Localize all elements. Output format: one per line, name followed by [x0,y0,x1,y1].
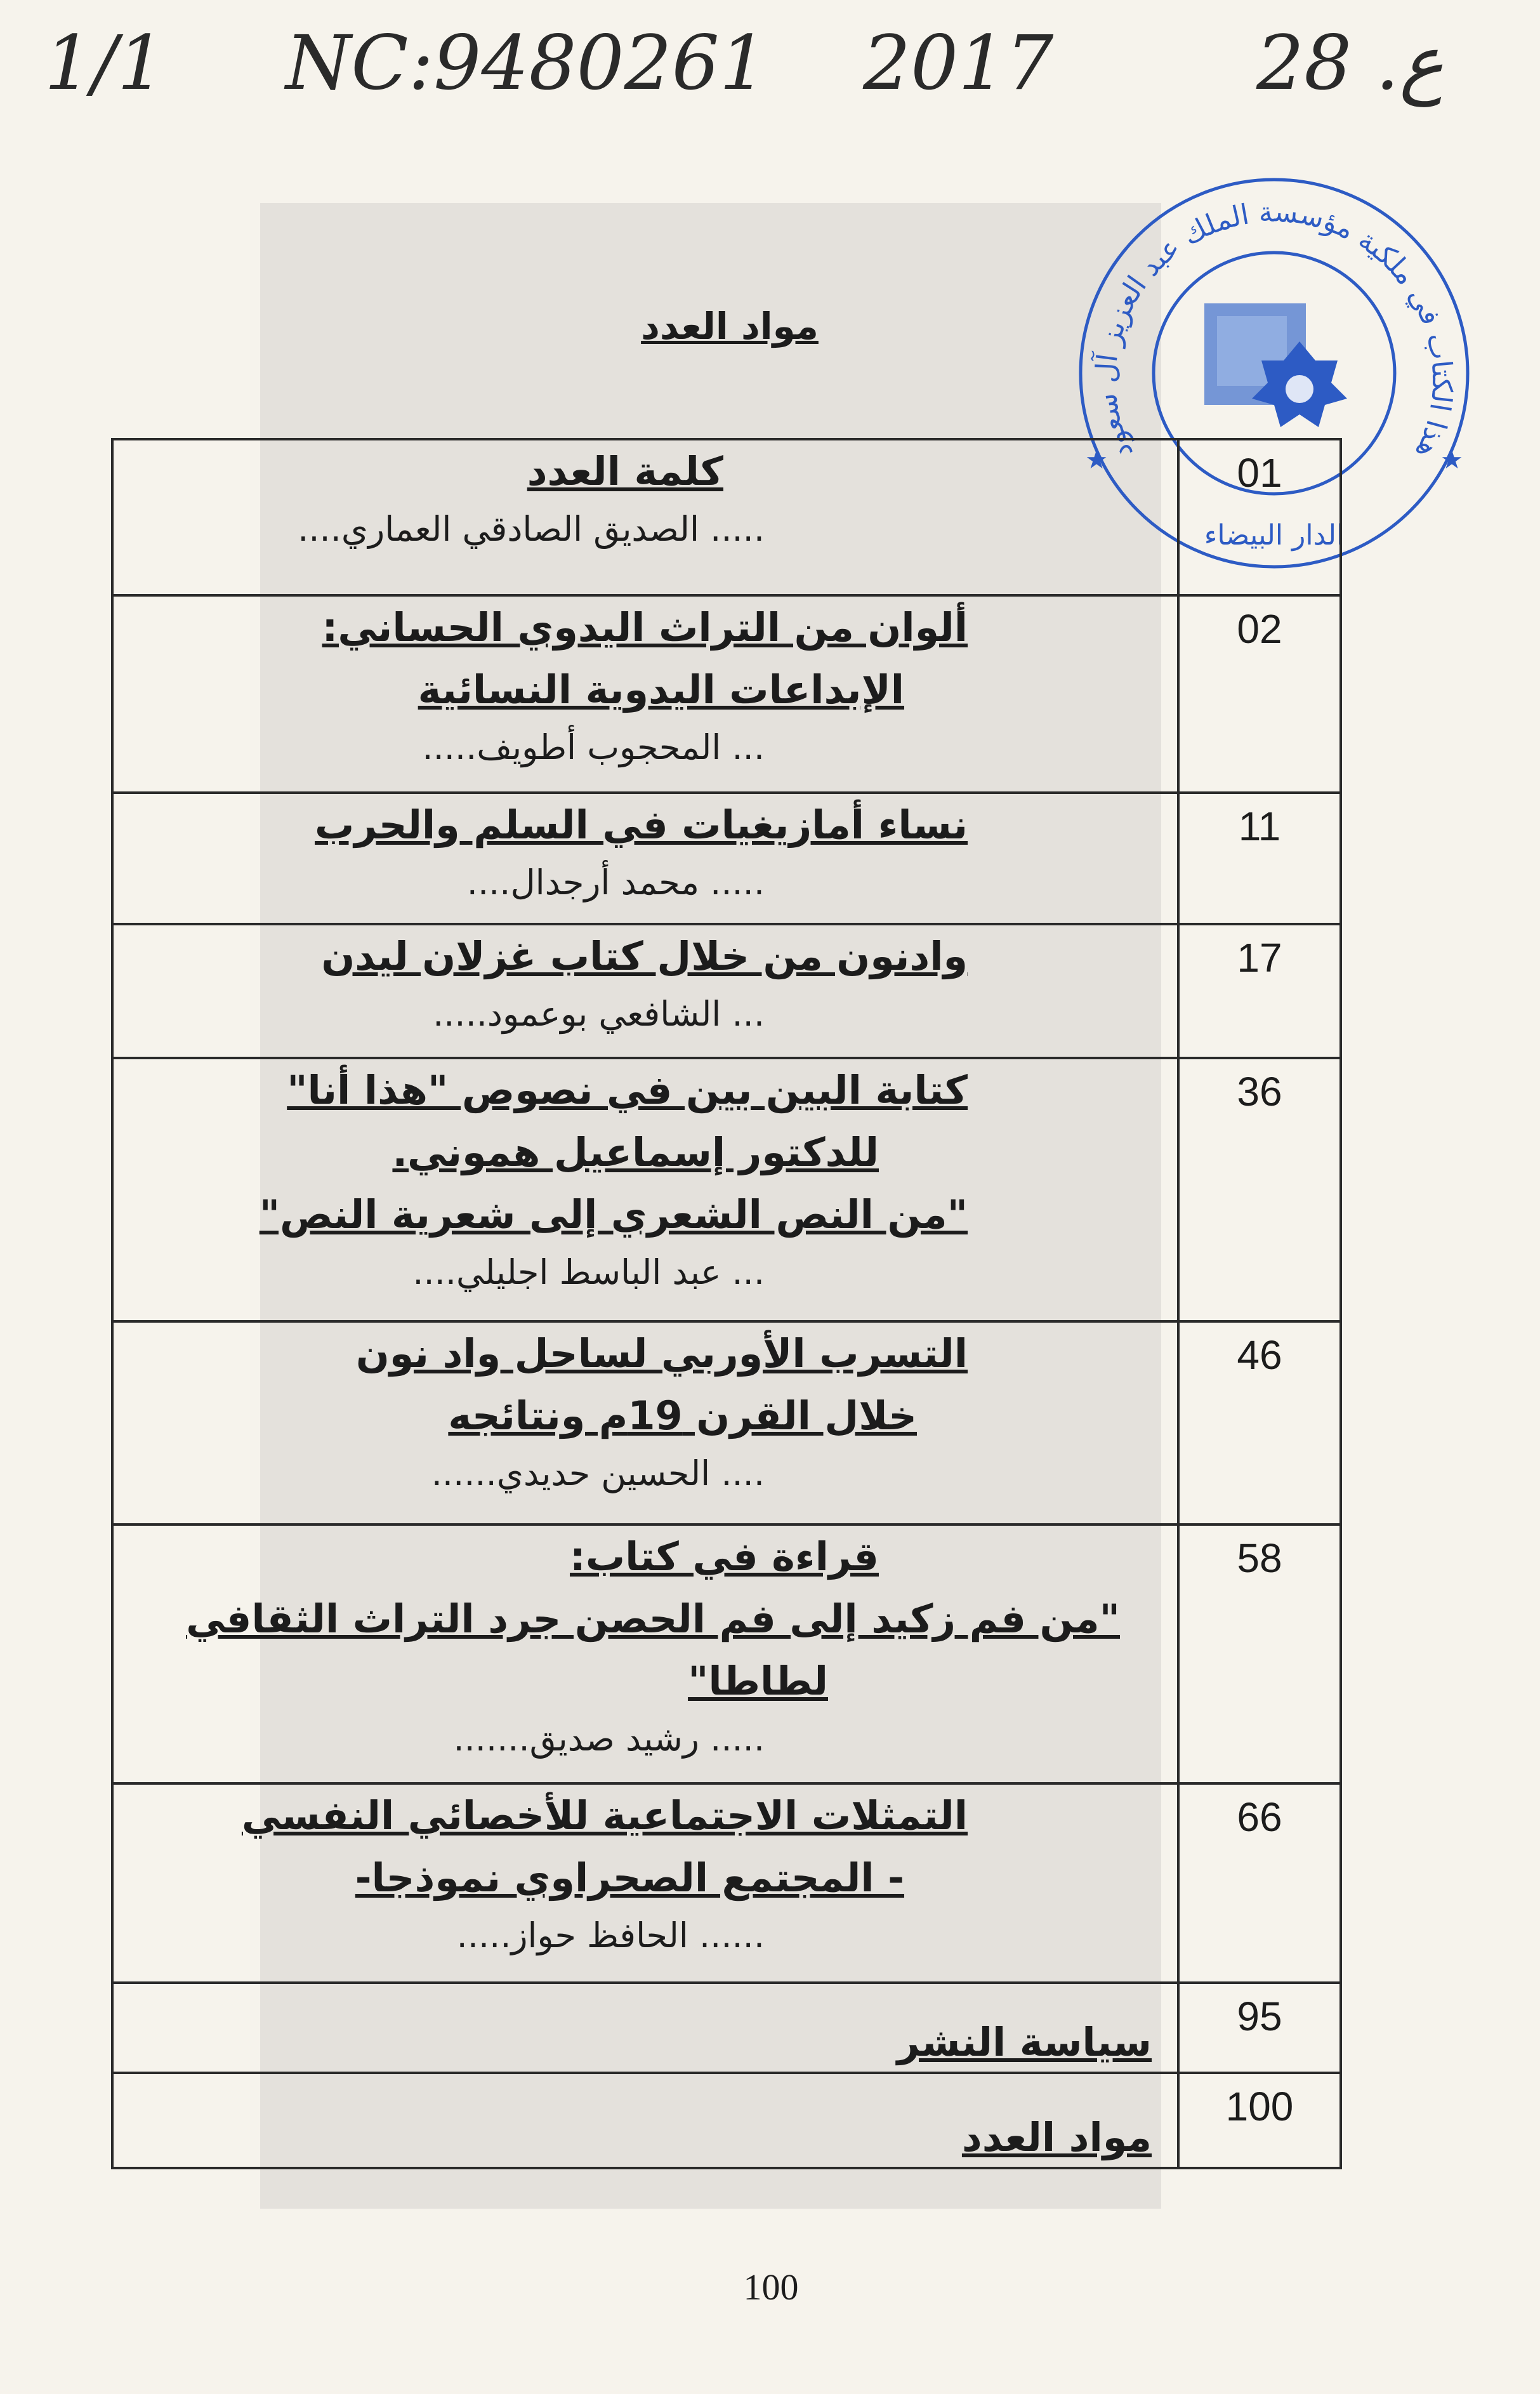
toc-row [112,2073,1341,2168]
toc-entry-title: قراءة في كتاب: [570,1533,879,1580]
toc-title-cell [112,595,1178,793]
toc-entry-author: ... الشافعي بوعمود..... [433,993,765,1034]
toc-entry-title: التمثلات الاجتماعية للأخصائي النفسي [241,1792,968,1839]
toc-row [112,595,1341,793]
toc-entry-title: "من النص الشعري إلى شعرية النص" [259,1191,968,1238]
toc-title-cell [112,439,1178,595]
toc-entry-title: وادنون من خلال كتاب غزلان ليدن [321,933,968,979]
toc-page-number: 36 [1178,1058,1341,1321]
toc-page-number: 100 [1178,2073,1341,2168]
toc-entry-title: للدكتور إسماعيل هموني. [392,1128,879,1175]
toc-title: مواد العدد [641,305,819,348]
toc-entry-title: ألوان من التراث اليدوي الحساني: [322,604,968,651]
toc-title-cell [112,1783,1178,1983]
toc-title-cell [112,924,1178,1058]
toc-entry-title: كتابة البين بين في نصوص "هذا أنا" [287,1067,968,1113]
toc-page-number: 46 [1178,1321,1341,1524]
handwritten-part-number: 1/1 [44,19,165,107]
toc-page-number: 17 [1178,924,1341,1058]
toc-row [112,1321,1341,1524]
toc-entry-title: - المجتمع الصحراوي نموذجا- [355,1854,904,1901]
toc-row [112,1983,1341,2073]
toc-page-number: 58 [1178,1524,1341,1783]
toc-title-cell [112,2073,1178,2168]
toc-table [111,438,1342,2169]
toc-entry-title: كلمة العدد [527,448,723,494]
toc-entry-title: خلال القرن 19م ونتائجه [448,1392,917,1439]
toc-entry-author: ..... الصديق الصادقي العماري.... [298,508,765,549]
toc-page-number: 02 [1178,595,1341,793]
toc-row [112,1058,1341,1321]
toc-entry-author: ... عبد الباسط اجليلي.... [412,1252,765,1292]
toc-entry-author: ... المحجوب أطويف..... [422,727,765,767]
handwritten-volume: ع. 28 [1256,19,1444,107]
toc-row [112,439,1341,595]
toc-entry-author: ..... محمد أرجدال.... [466,862,765,903]
toc-entry-title: مواد العدد [961,2114,1152,2160]
toc-title-cell [112,1058,1178,1321]
toc-entry-title: سياسة النشر [897,2019,1152,2065]
toc-row [112,793,1341,924]
handwritten-call-number: NC:9480261 [286,19,767,107]
toc-row [112,1524,1341,1783]
toc-page-number: 66 [1178,1783,1341,1983]
toc-title-cell [112,1524,1178,1783]
stamp-star-right: ★ [1440,446,1463,475]
stamp-city: الدار البيضاء [1204,519,1345,552]
toc-title-cell [112,1321,1178,1524]
stamp-emblem [1204,303,1347,427]
toc-entry-title: التسرب الأوربي لساحل واد نون [355,1330,968,1377]
stamp-ring-text: هذا الكتاب في ملكية مؤسسة الملك عبد العزيز آل سعود [1089,195,1459,464]
toc-row [112,924,1341,1058]
toc-page-number: 11 [1178,793,1341,924]
page-number: 100 [743,2266,799,2308]
toc-entry-author: ..... رشيد صديق....... [453,1718,765,1759]
stamp-star-left: ★ [1085,446,1108,475]
toc-entry-author: ...... الحافظ حواز..... [456,1915,765,1955]
toc-entry-title: الإبداعات اليدوية النسائية [418,666,904,713]
toc-row [112,1783,1341,1983]
toc-title-cell [112,1983,1178,2073]
toc-entry-title: "من فم زكيد إلى فم الحصن جرد التراث الثقافي [186,1595,1120,1642]
toc-entry-title: لطاطا" [688,1657,828,1704]
toc-page-number: 01 [1178,439,1341,595]
toc-page-number: 95 [1178,1983,1341,2073]
toc-entry-author: .... الحسين حديدي...... [431,1453,765,1493]
toc-entry-title: نساء أمازيغيات في السلم والحرب [315,802,968,848]
toc-title-cell [112,793,1178,924]
handwritten-year: 2017 [863,19,1054,107]
